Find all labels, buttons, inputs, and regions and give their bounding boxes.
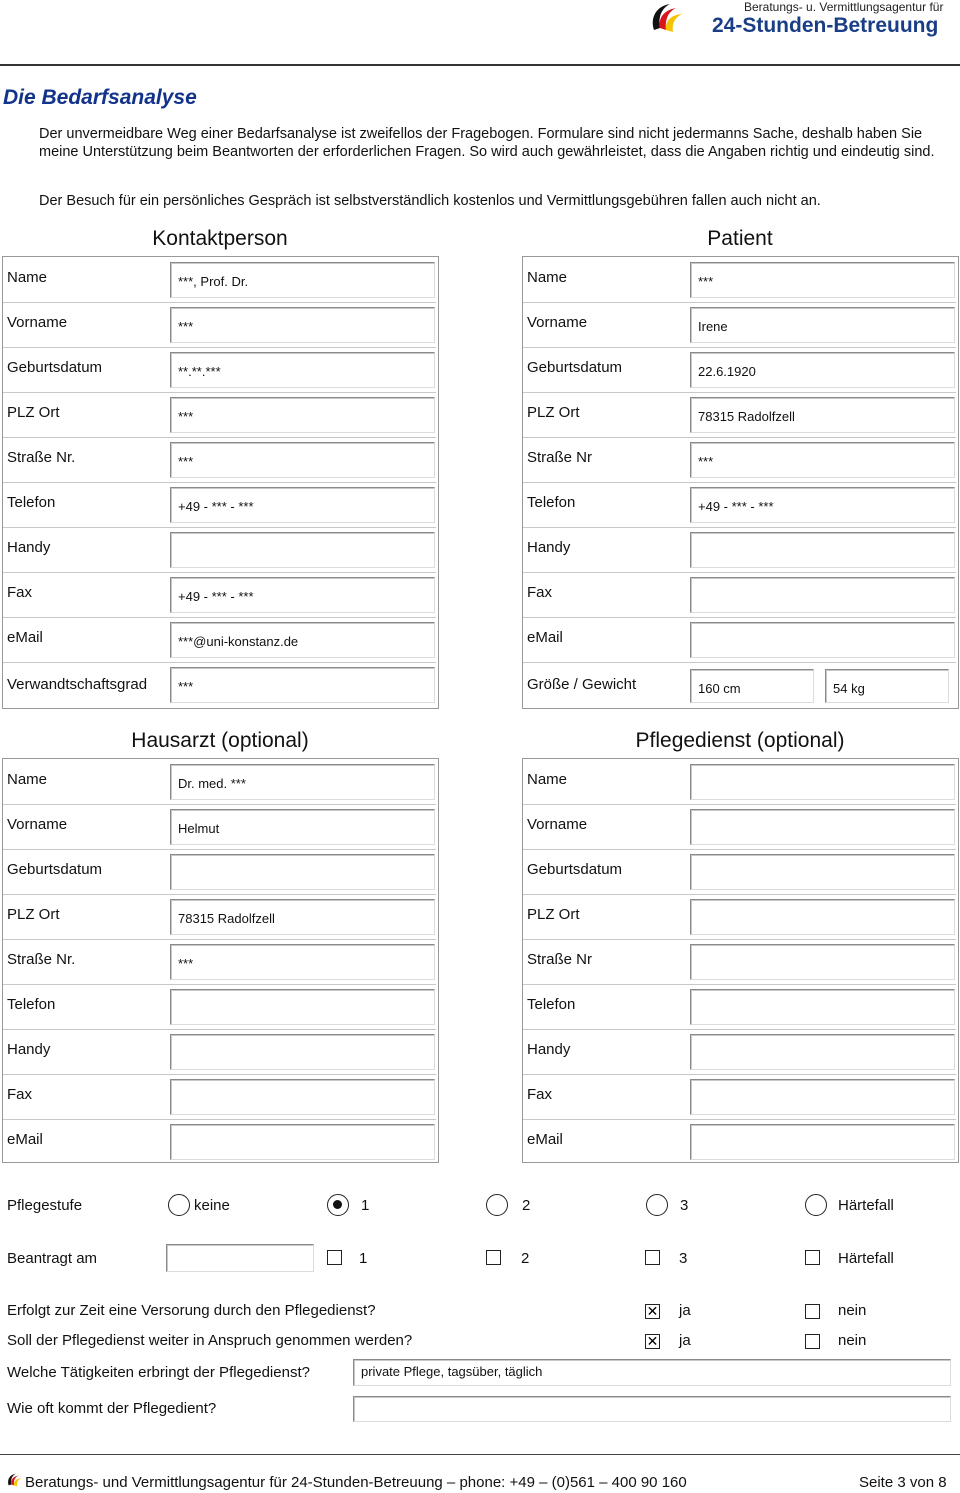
patient-title: Patient [707, 227, 773, 250]
versorgung-nein-label: nein [838, 1302, 867, 1319]
pflegedienst-input[interactable] [690, 1034, 955, 1070]
row-divider [3, 894, 436, 895]
pflegedienst-label: PLZ Ort [527, 906, 580, 923]
row-divider [3, 1119, 436, 1120]
row-divider [3, 392, 436, 393]
patient-label: Vorname [527, 314, 588, 331]
row-divider [523, 347, 956, 348]
beantragt-checkbox-2[interactable] [486, 1250, 501, 1265]
row-divider [3, 572, 436, 573]
patient-label: eMail [527, 629, 563, 646]
row-divider [3, 662, 436, 663]
pflegestufe-radio-haertefall[interactable] [805, 1194, 827, 1216]
weiter-nein-label: nein [838, 1332, 867, 1349]
brand-logo [648, 0, 684, 36]
hausarzt-label: Telefon [7, 996, 56, 1013]
pflegedienst-input[interactable] [690, 854, 955, 890]
weiter-nein-checkbox[interactable] [805, 1334, 820, 1349]
hausarzt-label: Geburtsdatum [7, 861, 103, 878]
pflegestufe-option-3: 3 [680, 1197, 689, 1214]
versorgung-ja-label: ja [679, 1302, 691, 1319]
row-divider [523, 849, 956, 850]
row-divider [3, 482, 436, 483]
intro-paragraph-1: Der unvermeidbare Weg einer Bedarfsanalyse ist zweifellos der Fragebogen. Formulare sind nicht jedermanns Sache, deshalb haben Sie meine Unterstützung beim Beantworten der erforderlichen Fragen. So wird auch gewährleistet, dass die Angaben richtig und eindeutig sind. [39, 126, 935, 160]
pflegedienst-input[interactable] [690, 1079, 955, 1115]
intro-paragraph-2: Der Besuch für ein persönliches Gespräch ist selbstverständlich kostenlos und Vermittlungsgebühren fallen auch nicht an. [39, 193, 821, 209]
hausarzt-input[interactable] [170, 854, 435, 890]
patient-input[interactable] [690, 622, 955, 658]
pflegedienst-label: Geburtsdatum [527, 861, 623, 878]
beantragt-option-1: 1 [359, 1250, 368, 1267]
pflegedienst-label: Handy [527, 1041, 571, 1058]
kontakt-label: Geburtsdatum [7, 359, 103, 376]
hausarzt-input[interactable] [170, 1124, 435, 1160]
pflegedienst-label: Telefon [527, 996, 576, 1013]
hausarzt-label: eMail [7, 1131, 43, 1148]
hausarzt-label: Vorname [7, 816, 68, 833]
kontakt-input[interactable]: +49 - *** - *** [170, 577, 435, 613]
row-divider [523, 894, 956, 895]
kontakt-input[interactable]: *** [170, 442, 435, 478]
pflegedienst-input[interactable] [690, 1124, 955, 1160]
pflegestufe-radio-1[interactable] [327, 1194, 349, 1216]
hausarzt-label: Name [7, 771, 48, 788]
beantragt-checkbox-haertefall[interactable] [805, 1250, 820, 1265]
row-divider [523, 302, 956, 303]
beantragt-checkbox-1[interactable] [327, 1250, 342, 1265]
beantragt-option-2: 2 [521, 1250, 530, 1267]
row-divider [3, 437, 436, 438]
patient-label: Fax [527, 584, 553, 601]
patient-input[interactable] [690, 577, 955, 613]
kontakt-input[interactable] [170, 532, 435, 568]
pflegedienst-label: eMail [527, 1131, 563, 1148]
hausarzt-label: Straße Nr. [7, 951, 76, 968]
kontakt-input[interactable]: *** [170, 397, 435, 433]
row-divider [523, 482, 956, 483]
hausarzt-label: Fax [7, 1086, 33, 1103]
pflegestufe-option-1: 1 [361, 1197, 370, 1214]
patient-label: Name [527, 269, 568, 286]
kontakt-input[interactable]: ***@uni-konstanz.de [170, 622, 435, 658]
kontakt-title: Kontaktperson [152, 227, 288, 250]
patient-input[interactable]: Irene [690, 307, 955, 343]
weight-input[interactable]: 54 kg [825, 669, 949, 703]
header-divider [0, 64, 960, 66]
row-divider [523, 939, 956, 940]
pflegestufe-option-keine: keine [194, 1197, 230, 1214]
size-input[interactable]: 160 cm [690, 669, 814, 703]
row-divider [523, 617, 956, 618]
kontakt-label: eMail [7, 629, 43, 646]
kontakt-label: Fax [7, 584, 33, 601]
row-divider [3, 939, 436, 940]
kontakt-label: Verwandtschaftsgrad [7, 676, 148, 693]
kontakt-input[interactable]: *** [170, 307, 435, 343]
patient-label: Telefon [527, 494, 576, 511]
row-divider [523, 1119, 956, 1120]
beantragt-date-input[interactable] [166, 1244, 314, 1272]
beantragt-option-haertefall: Härtefall [838, 1250, 894, 1267]
pflegedienst-input[interactable] [690, 764, 955, 800]
question-weiter: Soll der Pflegedienst weiter in Anspruch genommen werden? [7, 1332, 413, 1349]
page-title: Die Bedarfsanalyse [3, 86, 197, 109]
row-divider [523, 1029, 956, 1030]
footer-logo [6, 1472, 22, 1488]
patient-input[interactable] [690, 532, 955, 568]
pflegestufe-option-2: 2 [522, 1197, 531, 1214]
hausarzt-input[interactable]: *** [170, 944, 435, 980]
kontakt-label: Handy [7, 539, 51, 556]
hausarzt-title: Hausarzt (optional) [131, 729, 309, 752]
patient-label: PLZ Ort [527, 404, 580, 421]
row-divider [3, 617, 436, 618]
question-versorgung: Erfolgt zur Zeit eine Versorung durch den Pflegedienst? [7, 1302, 376, 1319]
weiter-ja-checkbox[interactable]: ✕ [646, 1333, 659, 1349]
hausarzt-input[interactable]: Helmut [170, 809, 435, 845]
row-divider [523, 572, 956, 573]
row-divider [523, 392, 956, 393]
hausarzt-label: PLZ Ort [7, 906, 60, 923]
weiter-ja-label: ja [679, 1332, 691, 1349]
question-taetigkeiten: Welche Tätigkeiten erbringt der Pflegedienst? [7, 1364, 310, 1381]
patient-input[interactable]: 22.6.1920 [690, 352, 955, 388]
kontakt-input[interactable]: ***, Prof. Dr. [170, 262, 435, 298]
hausarzt-input[interactable] [170, 989, 435, 1025]
pflegedienst-input[interactable] [690, 944, 955, 980]
beantragt-option-3: 3 [679, 1250, 688, 1267]
hausarzt-input[interactable] [170, 1079, 435, 1115]
row-divider [3, 1029, 436, 1030]
versorgung-ja-checkbox[interactable]: ✕ [646, 1303, 659, 1319]
pflegedienst-label: Straße Nr [527, 951, 593, 968]
footer-divider [0, 1454, 960, 1455]
pflegestufe-radio-keine[interactable] [168, 1194, 190, 1216]
header-title: 24-Stunden-Betreuung [712, 14, 939, 37]
patient-input[interactable]: *** [690, 442, 955, 478]
row-divider [523, 984, 956, 985]
haeufigkeit-input[interactable] [353, 1396, 951, 1422]
row-divider [523, 804, 956, 805]
kontakt-label: Name [7, 269, 48, 286]
pflegedienst-input[interactable] [690, 989, 955, 1025]
patient-input[interactable]: *** [690, 262, 955, 298]
question-haeufigkeit: Wie oft kommt der Pflegedient? [7, 1400, 217, 1417]
header-subtitle: Beratungs- u. Vermittlungsagentur für [744, 0, 944, 14]
patient-label: Handy [527, 539, 571, 556]
row-divider [3, 527, 436, 528]
row-divider [523, 1074, 956, 1075]
pflegedienst-label: Name [527, 771, 568, 788]
pflegestufe-radio-2[interactable] [486, 1194, 508, 1216]
row-divider [523, 437, 956, 438]
row-divider [3, 347, 436, 348]
kontakt-label: PLZ Ort [7, 404, 60, 421]
kontakt-input[interactable]: *** [170, 667, 435, 703]
kontakt-label: Straße Nr. [7, 449, 76, 466]
size-weight-label: Größe / Gewicht [527, 676, 637, 693]
taetigkeiten-input[interactable]: private Pflege, tagsüber, täglich [353, 1359, 951, 1386]
pflegedienst-title: Pflegedienst (optional) [635, 729, 845, 752]
hausarzt-input[interactable]: 78315 Radolfzell [170, 899, 435, 935]
row-divider [3, 849, 436, 850]
pflegestufe-option-haertefall: Härtefall [838, 1197, 894, 1214]
patient-input[interactable]: +49 - *** - *** [690, 487, 955, 523]
kontakt-input[interactable]: +49 - *** - *** [170, 487, 435, 523]
kontakt-input[interactable]: **.**.*** [170, 352, 435, 388]
row-divider [3, 984, 436, 985]
pflegedienst-label: Fax [527, 1086, 553, 1103]
beantragt-checkbox-3[interactable] [645, 1250, 660, 1265]
pflegedienst-input[interactable] [690, 809, 955, 845]
pflegedienst-input[interactable] [690, 899, 955, 935]
row-divider [3, 804, 436, 805]
row-divider [523, 527, 956, 528]
row-divider [3, 302, 436, 303]
patient-input[interactable]: 78315 Radolfzell [690, 397, 955, 433]
kontakt-label: Telefon [7, 494, 56, 511]
pflegestufe-label: Pflegestufe [7, 1197, 83, 1214]
patient-label: Geburtsdatum [527, 359, 623, 376]
hausarzt-input[interactable]: Dr. med. *** [170, 764, 435, 800]
pflegedienst-label: Vorname [527, 816, 588, 833]
row-divider [3, 1074, 436, 1075]
beantragt-label: Beantragt am [7, 1250, 98, 1267]
versorgung-nein-checkbox[interactable] [805, 1304, 820, 1319]
kontakt-label: Vorname [7, 314, 68, 331]
hausarzt-input[interactable] [170, 1034, 435, 1070]
footer-page: Seite 3 von 8 [859, 1474, 947, 1491]
footer-text: Beratungs- und Vermittlungsagentur für 24-Stunden-Betreuung – phone: +49 – (0)561 – 400 90 160 [25, 1474, 687, 1491]
pflegestufe-radio-3[interactable] [646, 1194, 668, 1216]
row-divider [523, 662, 956, 663]
patient-label: Straße Nr [527, 449, 593, 466]
hausarzt-label: Handy [7, 1041, 51, 1058]
